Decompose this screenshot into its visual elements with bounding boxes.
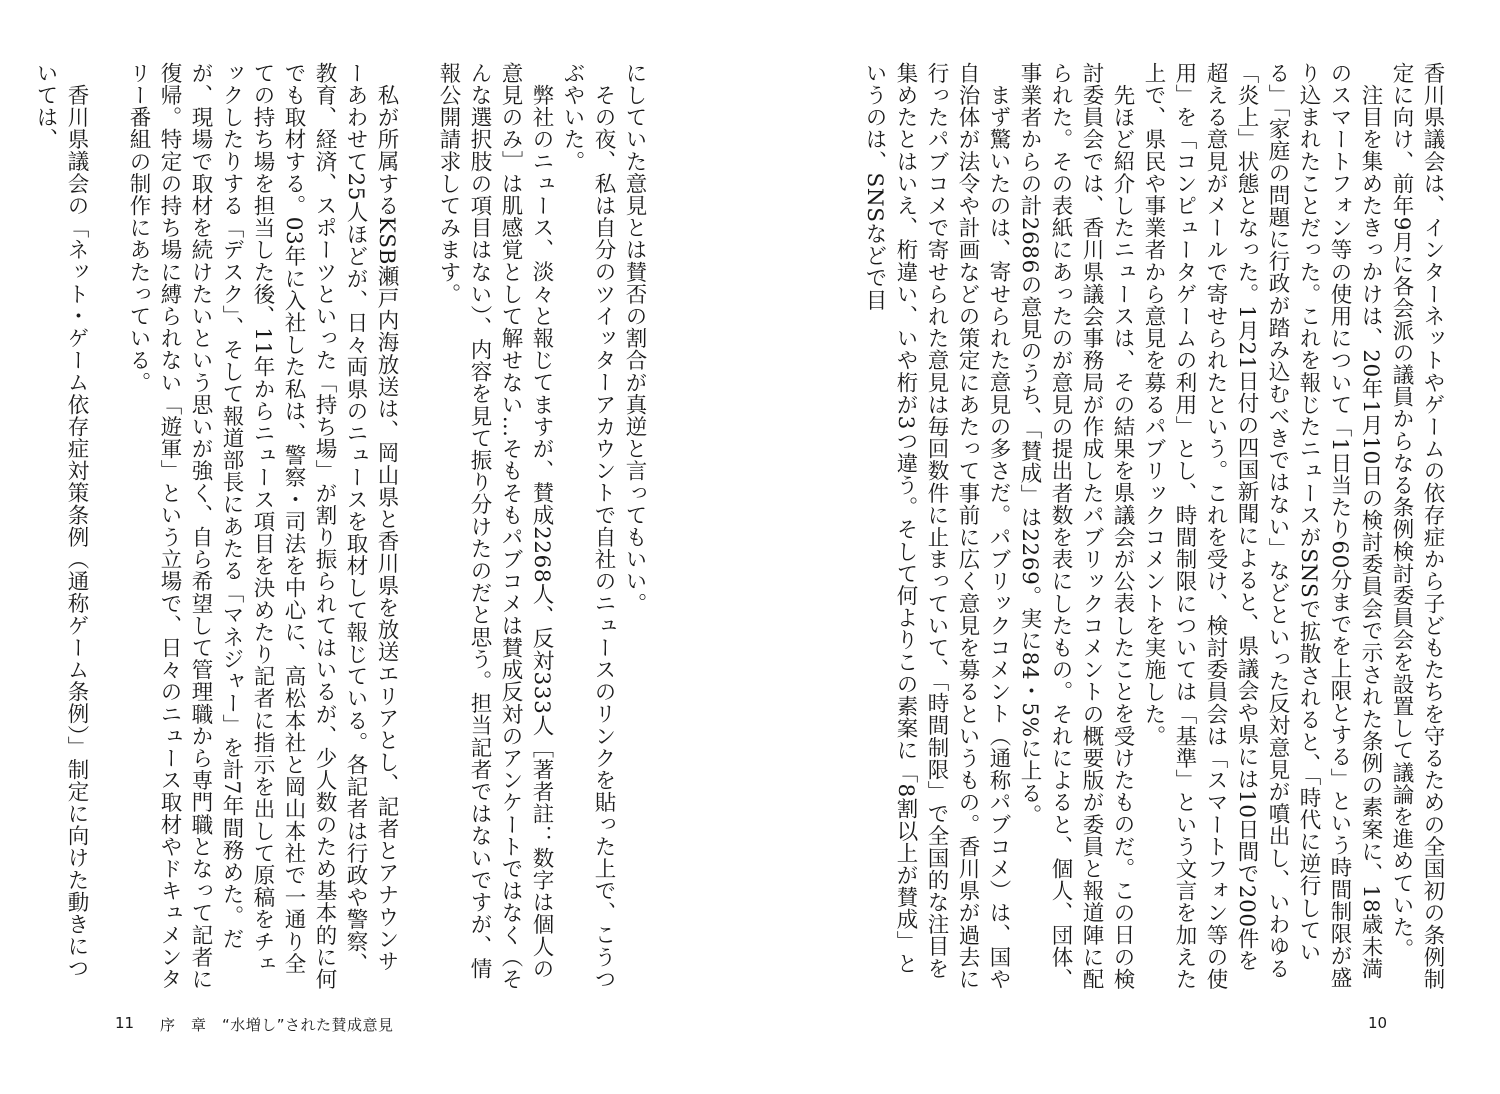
paragraph: 先ほど紹介したニュースは、その結果を県議会が公表したことを受けたものだ。この日の検討委員会では、香川県議会事務局が作成したパブリックコメントの概要版が委員と報道陣に配られた。その表紙にあったのが意見の提出者数を表にしたもの。それによると、個人、団体、事業者からの計2686の意見のうち、「賛成」は2269。実に84・5%に上る。 [1017, 62, 1135, 991]
paragraph: その夜、私は自分のツイッターアカウントで自社のニュースのリンクを貼った上で、こうつぶやいた。 [560, 62, 616, 990]
page-number: 10 [1368, 1014, 1388, 1032]
left-page-text-column [33, 62, 650, 992]
paragraph: まず驚いたのは、寄せられた意見の多さだ。パブリックコメント（通称パブコメ）は、国や自治体が法令や計画などの策定にあたって事前に広く意見を募るというもの。香川県が過去に行ったパブコメで寄せられた意見は毎回数件に止まっていて、「時間制限」で全国的な注目を集めたとはいえ、桁違い、いや桁が3つ違う。そして何よりこの素案に「8割以上が賛成」というのは、SNSなどで目 [862, 62, 1011, 991]
page-number: 11 [115, 1014, 135, 1032]
paragraph: にしていた意見とは賛否の割合が真逆と言ってもいい。 [622, 62, 647, 615]
paragraph: 香川県議会の「ネット・ゲーム依存症対策条例（通称ゲーム条例）」制定に向けた動きについては、 [33, 62, 89, 979]
paragraph: 私が所属するKSB瀬戸内海放送は、岡山県と香川県を放送エリアとし、記者とアナウンサーあわせて25人ほどが、日々両県のニュースを取材して報じている。各記者は行政や警察、教育、経済、スポーツといった「持ち場」が割り振られてはいるが、少人数のため基本的に何でも取材する。03年に入社した私は、警察・司法を中心に、高松本社と岡山本社で一通り全ての持ち場を担当した後、11年からニュース項目を決めたり記者に指示を出して原稿をチェックしたりする「デスク」、そして報道部長にあたる「マネジャー」を計7年間務めた。だが、現場で取材を続けたいという思いが強く、自ら希望して管理職から専門職となって記者に復帰。特定の持ち場に縛られない「遊軍」という立場で、日々のニュース取材やドキュメンタリー番組の制作にあたっている。 [126, 62, 399, 991]
right-page-text-column [828, 62, 1448, 992]
running-head: 序 章 “水増し”された賛成意見 [160, 1016, 394, 1034]
quoted-tweet: 弊社のニュース、淡々と報じてますが、賛成2268人、反対333人［著者註：数字は個人の意見のみ］は肌感覚として解せない…そもそもパブコメは賛成反対のアンケートではなく（そんな選択肢の項目はない）、内容を見て振り分けたのだと思う。担当記者ではないですが、情報公開請求してみます。 [436, 62, 554, 991]
paragraph: 注目を集めたきっかけは、20年1月10日の検討委員会で示された条例の素案に、18歳未満のスマートフォン等の使用について「1日当たり60分までを上限とする」という時間制限が盛り込まれたことだった。これを報じたニュースがSNSで拡散されると、「時代に逆行している」「家庭の問題に行政が踏み込むべきではない」などといった反対意見が噴出し、いわゆる「炎上」状態となった。1月21日付の四国新聞によると、県議会や県には10日間で200件を超える意見がメールで寄せられたという。これを受け、検討委員会は「スマートフォン等の使用」を「コンピュータゲームの利用」とし、時間制限については「基準」という文言を加えた上で、県民や事業者から意見を募るパブリックコメントを実施した。 [1141, 62, 1383, 991]
paragraph: 香川県議会は、インターネットやゲームの依存症から子どもたちを守るための全国初の条例制定に向け、前年9月に各会派の議員からなる条例検討委員会を設置して議論を進めていた。 [1389, 62, 1445, 991]
right-page [750, 0, 1500, 1094]
